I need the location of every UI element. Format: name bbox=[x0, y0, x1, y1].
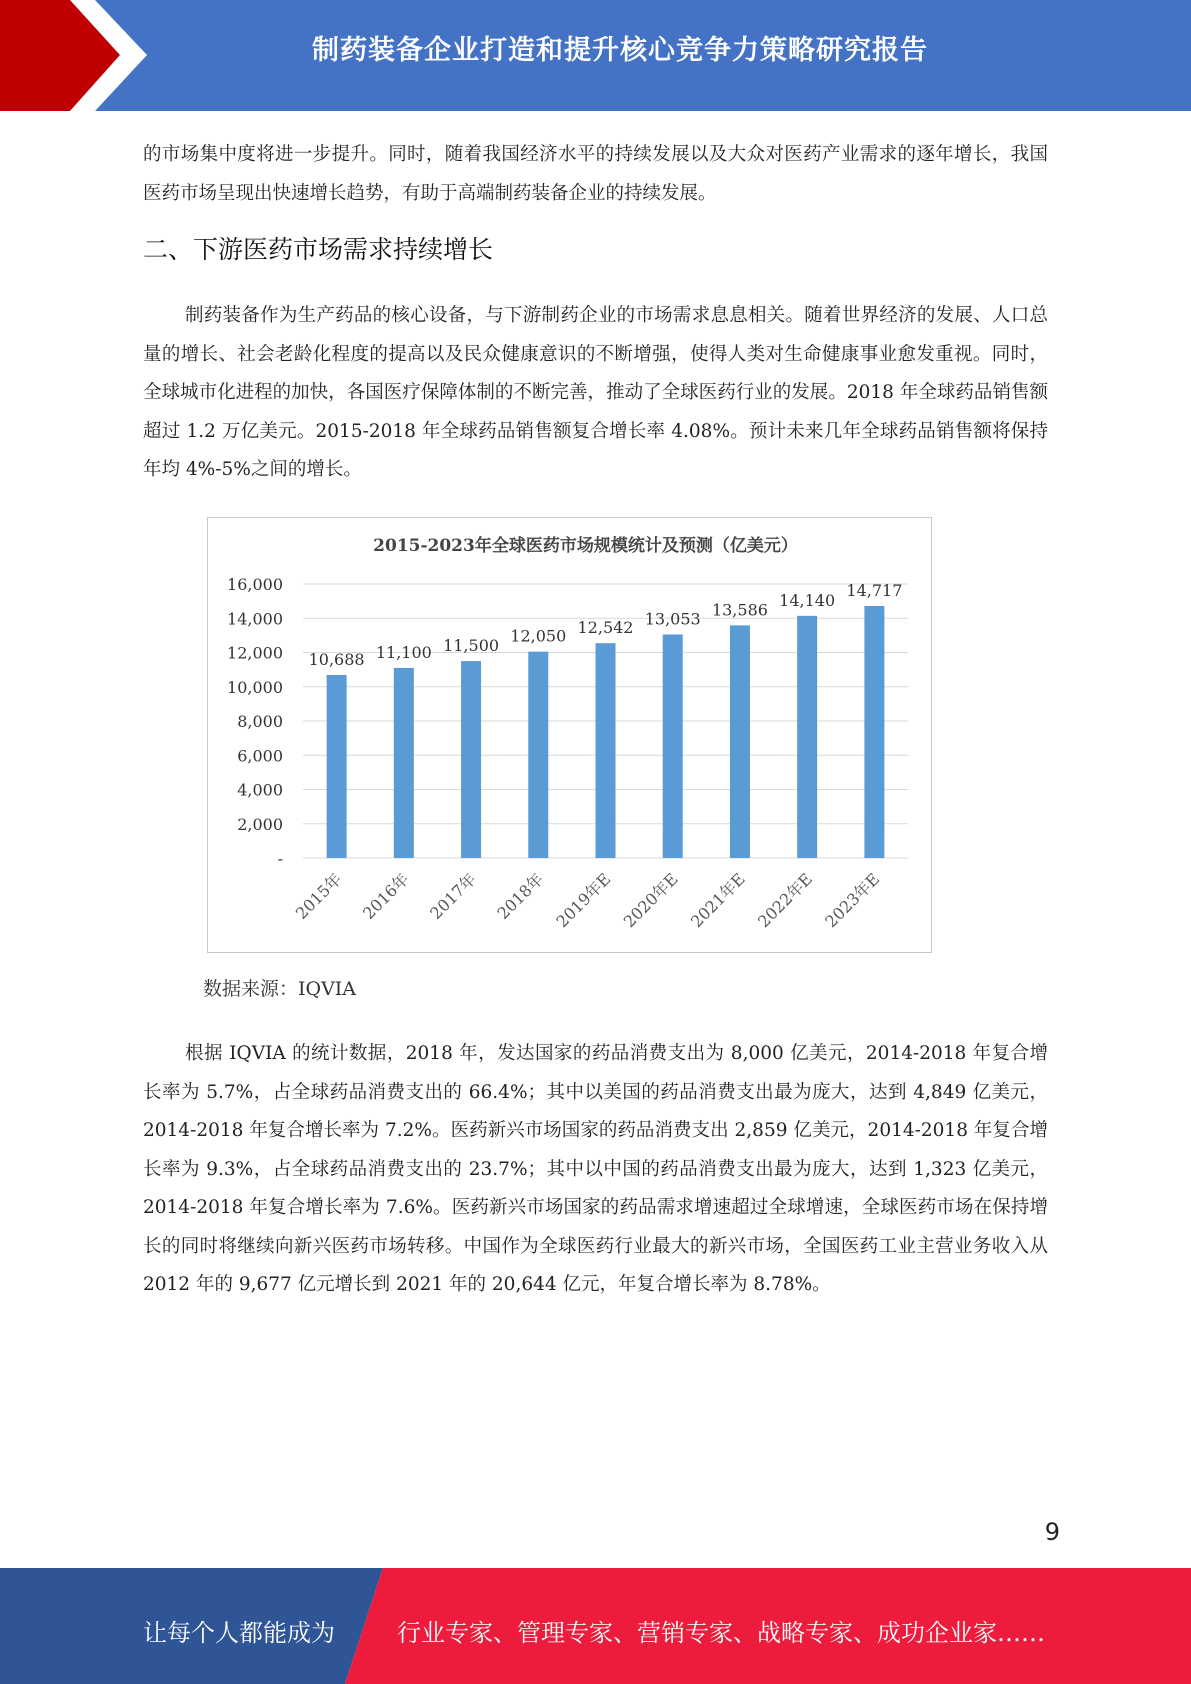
y-tick-label: 10,000 bbox=[227, 677, 283, 697]
footer-slogan-right: 行业专家、管理专家、营销专家、战略专家、成功企业家…… bbox=[397, 1619, 1045, 1647]
footer-slogan-left: 让每个人都能成为 bbox=[143, 1619, 335, 1647]
bar bbox=[394, 668, 414, 858]
x-tick-label: 2022年E bbox=[754, 869, 816, 932]
page-footer bbox=[0, 1568, 1191, 1684]
bar bbox=[864, 606, 884, 858]
data-label: 13,053 bbox=[644, 609, 701, 629]
section-heading: 二、下游医药市场需求持续增长 bbox=[143, 235, 494, 264]
y-tick-label: 14,000 bbox=[227, 609, 283, 629]
data-label: 14,717 bbox=[846, 580, 903, 600]
bar bbox=[327, 675, 347, 858]
bar bbox=[528, 652, 548, 858]
report-title: 制药装备企业打造和提升核心竞争力策略研究报告 bbox=[312, 35, 928, 66]
x-tick-label: 2015年 bbox=[291, 869, 346, 923]
header-arrow-icon bbox=[0, 0, 160, 111]
data-label: 12,542 bbox=[577, 618, 634, 638]
bar bbox=[663, 634, 683, 858]
x-tick-label: 2018年 bbox=[493, 869, 548, 923]
bar bbox=[461, 661, 481, 858]
y-tick-label: 6,000 bbox=[237, 746, 283, 766]
chart-title: 2015-2023年全球医药市场规模统计及预测（亿美元） bbox=[373, 536, 798, 556]
x-tick-label: 2023年E bbox=[821, 869, 884, 932]
y-tick-label: 4,000 bbox=[237, 780, 283, 800]
x-tick-label: 2017年 bbox=[426, 869, 480, 923]
paragraph-iqvia-stats: 根据 IQVIA 的统计数据，2018 年，发达国家的药品消费支出为 8,000 亿美元，2014-2018 年复合增长率为 5.7%，占全球药品消费支出的 66.4%；其中以美国的药品消费支出最为庞大，达到 4,849 亿美元，2014-2018 年复合增长率为 7.2%。医药新兴市场国家的药品消费支出 2,859 亿美元，2014-2018 年复合增长率为 9.3%，占全球药品消费支出的 23.7%；其中以中国的药品消费支出最为庞大，达到 1,323 亿美元，2014-2018 年复合增长率为 7.6%。医药新兴市场国家的药品需求增速超过全球增速，全球医药市场在保持增长的同时将继续向新兴医药市场转移。中国作为全球医药行业最大的新兴市场，全国医药工业主营业务收入从 2012 年的 9,677 亿元增长到 2021 年的 20,644 亿元，年复合增长率为 8.78%。 bbox=[143, 1043, 1048, 1295]
bar-chart bbox=[208, 518, 931, 952]
x-tick-label: 2020年E bbox=[619, 869, 682, 932]
bar bbox=[596, 643, 616, 858]
paragraph-intro: 的市场集中度将进一步提升。同时，随着我国经济水平的持续发展以及大众对医药产业需求的逐年增长，我国医药市场呈现出快速增长趋势，有助于高端制药装备企业的持续发展。 bbox=[143, 144, 1048, 204]
bar bbox=[730, 625, 750, 858]
y-tick-label: 8,000 bbox=[237, 712, 283, 731]
data-label: 13,586 bbox=[711, 600, 768, 620]
data-label: 10,688 bbox=[308, 649, 365, 669]
y-tick-label: 12,000 bbox=[227, 643, 283, 663]
data-source: 数据来源：IQVIA bbox=[203, 978, 357, 1000]
data-label: 11,500 bbox=[443, 636, 500, 656]
market-size-chart bbox=[207, 517, 932, 953]
page-number: 9 bbox=[1044, 1518, 1060, 1546]
x-tick-label: 2016年 bbox=[359, 869, 413, 923]
data-label: 11,100 bbox=[375, 642, 432, 662]
paragraph-market-demand: 制药装备作为生产药品的核心设备，与下游制药企业的市场需求息息相关。随着世界经济的发展、人口总量的增长、社会老龄化程度的提高以及民众健康意识的不断增强，使得人类对生命健康事业愈发重视。同时，全球城市化进程的加快，各国医疗保障体制的不断完善，推动了全球医药行业的发展。2018 年全球药品销售额超过 1.2 万亿美元。2015-2018 年全球药品销售额复合增长率 4.08%。预计未来几年全球药品销售额将保持年均 4%-5%之间的增长。 bbox=[143, 305, 1048, 480]
data-label: 14,140 bbox=[779, 590, 836, 610]
bar bbox=[797, 616, 817, 858]
x-tick-label: 2019年E bbox=[552, 869, 615, 932]
y-tick-label: 16,000 bbox=[227, 575, 283, 594]
y-tick-label: 2,000 bbox=[237, 814, 283, 834]
y-tick-label: - bbox=[277, 849, 283, 868]
x-tick-label: 2021年E bbox=[686, 869, 749, 932]
page-header bbox=[0, 0, 1191, 111]
data-label: 12,050 bbox=[510, 626, 567, 646]
